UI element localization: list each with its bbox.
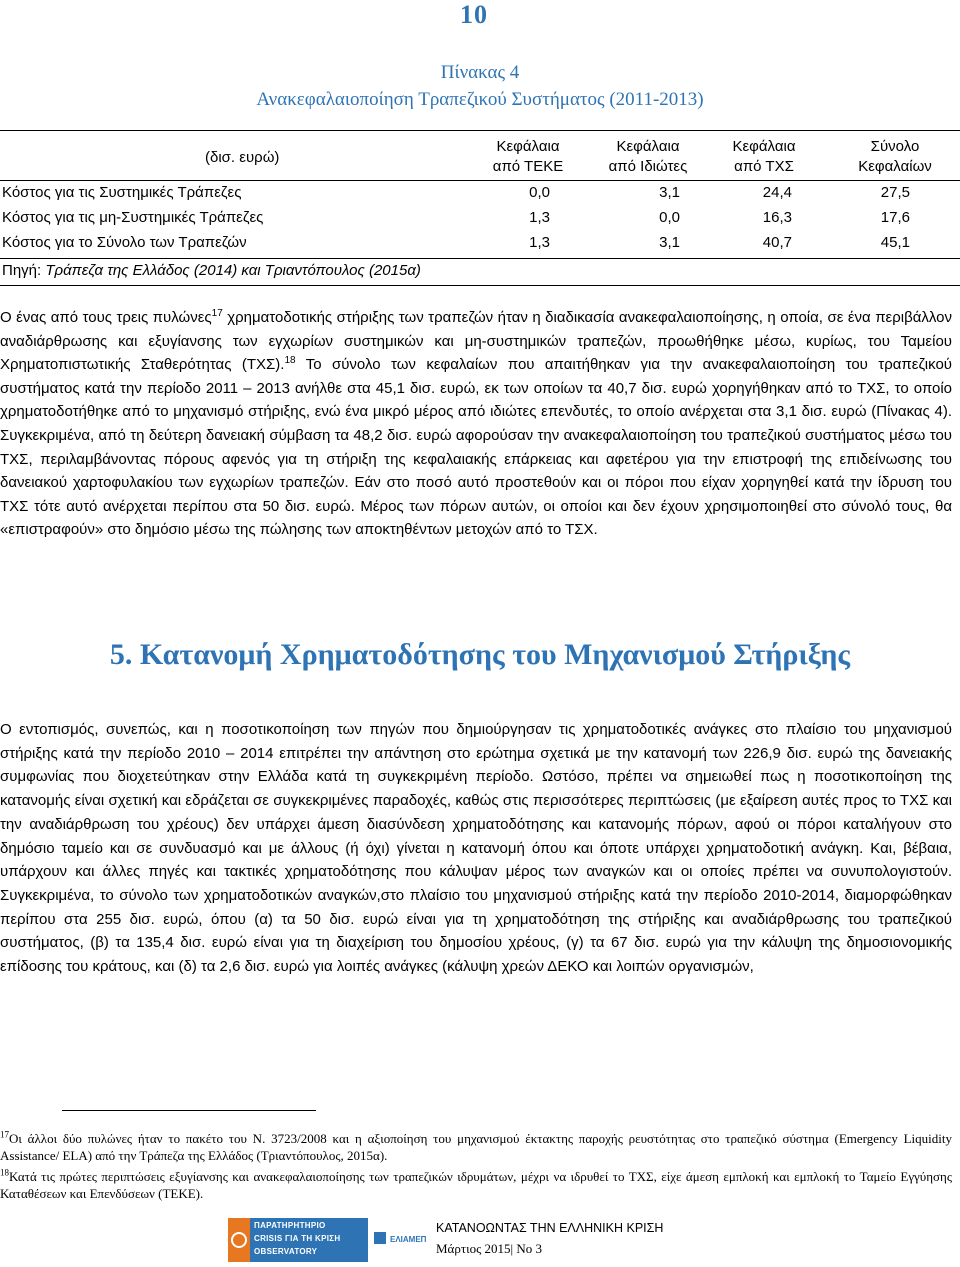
footnote-ref[interactable]: 17 [211, 308, 223, 319]
table-row-label: Κόστος για το Σύνολο των Τραπεζών [2, 234, 247, 251]
footnote-text: Οι άλλοι δύο πυλώνες ήταν το πακέτο του Ν. 3723/2008 και η αξιοποίηση του μηχανισμού έκτακτης παροχής ρευστότητας στο τραπεζικό σύστημα (Emergency Liquidity Assistance/ ELA) από την Τράπεζα της Ελλάδος (Τριαντόπουλος, 2015α). [0, 1131, 952, 1163]
partner-icon [374, 1232, 386, 1244]
page-number: 10 [460, 0, 488, 29]
column-header: Σύνολο [870, 138, 920, 155]
footnote-mark: 17 [0, 1129, 9, 1140]
table-cell: 1,3 [529, 209, 550, 226]
footnote [0, 1168, 952, 1202]
column-header: Κεφάλαια [616, 138, 680, 155]
source-text: Τράπεζα της Ελλάδος (2014) και Τριαντόπουλος (2015α) [45, 262, 421, 279]
column-header: Κεφαλαίων [858, 158, 932, 175]
table-cell: 0,0 [659, 209, 680, 226]
crisis-observatory-logo [228, 1218, 428, 1262]
table-cell: 27,5 [880, 184, 910, 201]
table-cell: 40,7 [762, 234, 792, 251]
footnote-separator [62, 1110, 316, 1111]
footnote-text: Κατά τις πρώτες περιπτώσεις εξυγίανσης και ανακεφαλαιοποίησης των τραπεζικών ιδρυμάτων, μέχρι να ιδρυθεί το ΤΧΣ, είχε άμεση εμπλοκή και εμπλοκή το Ταμείο Εγγύησης Καταθέσεων και Επενδύσεων (ΤΕΚΕ). [0, 1169, 952, 1201]
table-cell: 45,1 [880, 234, 910, 251]
table-cell: 24,4 [762, 184, 792, 201]
unit-label: (δισ. ευρώ) [205, 149, 280, 166]
column-header: από ΤΧΣ [734, 158, 794, 175]
table-source [2, 262, 421, 279]
footnote-mark: 18 [0, 1167, 9, 1178]
table-cell: 3,1 [659, 234, 680, 251]
paragraph-text: χρηματοδοτικής στήριξης των τραπεζών ήταν η διαδικασία ανακεφαλαιοποίησης, η οποία, σε ένα περιβάλλον αναδιάρθρωσης και εξυγίανσης των εγχωρίων συστημικών και μη-συστημικών τραπεζών, προωθήθηκε μέσω, κυρίως, του Ταμείου Χρηματοπιστωτικής Σταθερότητας (ΤΧΣ). [0, 309, 953, 374]
logo-line: CRISIS ΓΙΑ ΤΗ ΚΡΙΣΗ [254, 1234, 341, 1243]
footer-title: ΚΑΤΑΝΟΩΝΤΑΣ ΤΗΝ ΕΛΛΗΝΙΚΗ ΚΡΙΣΗ [436, 1221, 664, 1235]
column-header: από ΤΕΚΕ [492, 158, 564, 175]
table-cell: 16,3 [762, 209, 792, 226]
paragraph-text: Το σύνολο των κεφαλαίων που απαιτήθηκαν για την ανακεφαλαιοποίηση του τραπεζικού συστήματος κατά την περίοδο 2011 – 2013 ανήλθε στα 45,1 δισ. ευρώ, εκ των οποίων τα 40,7 δισ. ευρώ χορηγήθηκαν από το ΤΧΣ, το οποίο χρηματοδοτήθηκε από το μηχανισμό στήριξης, ενώ ένα μικρό μέρος από ιδιώτες επενδυτές, το οποίο ανέρχεται στα 3,1 δισ. ευρώ (Πίνακας 4). Συγκεκριμένα, από τη δεύτερη δανειακή σύμβαση τα 48,2 δισ. ευρώ αφορούσαν την ανακεφαλαιοποίηση του τραπεζικού συστήματος μέσω του ΤΧΣ, περιλαμβάνοντας πόρους αφενός για τη στήριξη της κεφαλαιακής επάρκειας και αφετέρου για την επιστροφή της επιδείνωσης του δανειακού χαρτοφυλακίου των εγχωρίων τραπεζών. Εάν στο ποσό αυτό προστεθούν και οι πόροι που είχαν χορηγηθεί κατά την ίδρυση του ΤΧΣ τότε αυτό ανέρχεται περίπου στα 50 δισ. ευρώ. Μέρος των πόρων αυτών, οι οποίοι και δεν έχουν χρησιμοποιηθεί στο σύνολό τους, θα «επιστραφούν» στο δημόσιο μέσω της πώλησης των αποκτηθέντων μετοχών από το ΤΣΧ. [0, 356, 952, 539]
table-body-rule [0, 258, 960, 259]
column-header: Κεφάλαια [732, 138, 796, 155]
footer-issue: Μάρτιος 2015| Νο 3 [436, 1241, 542, 1256]
table-row-label: Κόστος για τις μη-Συστημικές Τράπεζες [2, 209, 264, 226]
table-subtitle: Ανακεφαλαιοποίηση Τραπεζικού Συστήματος (2011-2013) [256, 89, 704, 110]
table-header-rule [0, 180, 960, 181]
logo-line: ΠΑΡΑΤΗΡΗΤΗΡΙΟ [254, 1221, 326, 1230]
table-title: Πίνακας 4 [440, 62, 520, 83]
body-paragraph: Ο εντοπισμός, συνεπώς, και η ποσοτικοποίηση των πηγών που δημιούργησαν τις χρηματοδοτικές ανάγκες στο πλαίσιο του μηχανισμού στήριξης κατά την περίοδο 2010 – 2014 επιτρέπει την απάντηση στο ερώτημα σχετικά με την κατανομή των 226,9 δισ. ευρώ της δανειακής συμφωνίας που διοχετεύτηκαν στην Ελλάδα κατά τη συγκεκριμένη περίοδο. Ωστόσο, πρέπει να σημειωθεί πως η ποσοτικοποίηση της κατανομής είναι σχετική και εδράζεται σε συγκεκριμένες παραδοχές, καθώς στις περισσότερες περιπτώσεις (με εξαίρεση αυτές προς το ΤΧΣ και την αναδιάρθρωση του χρέους) δεν υπάρχει άμεση διασύνδεση χρηματοδότησης και κατανομής πόρων, αφού οι πόροι καταλήγουν στο δημόσιο ταμείο και σε συνδυασμό και με άλλους (ή όχι) γίνεται η κατανομή όπου και όποτε υπάρχει χρηματοδοτική ανάγκη. Και, βέβαια, υπάρχουν και άλλες πηγές και τακτικές χρηματοδότησης που κάλυψαν μέρος των αναγκών και οι οποίες πρέπει να συνυπολογιστούν. Συγκεκριμένα, το σύνολο των χρηματοδοτικών αναγκών,στο πλαίσιο του μηχανισμού στήριξης κατά την περίοδο 2010-2014, διαμορφώθηκαν περίπου στα 255 δισ. ευρώ, όπου (α) τα 50 δισ. ευρώ είναι για τη χρηματοδότηση της στήριξης και αναδιάρθρωσης του τραπεζικού συστήματος, (β) τα 135,4 δισ. ευρώ είναι για τη διαχείριση του δημοσίου χρέους, (γ) τα 67 δισ. ευρώ για την κάλυψη της δημοσιονομικής επίδοσης του κράτους, και (δ) τα 2,6 δισ. ευρώ για λοιπές ανάγκες (κάλυψη χρεών ΔΕΚΟ και λοιπών οργανισμών, [0, 721, 952, 976]
table-cell: 3,1 [659, 184, 680, 201]
source-label: Πηγή: [2, 262, 42, 279]
partner-name: ΕΛΙΑΜΕΠ [390, 1235, 427, 1244]
footnote [0, 1130, 952, 1164]
section-heading: 5. Κατανομή Χρηματοδότησης του Μηχανισμού Στήριξης [109, 638, 851, 671]
body-paragraph [0, 306, 952, 542]
paragraph-text: Ο ένας από τους τρεις πυλώνες [0, 309, 212, 326]
table-top-rule [0, 130, 960, 131]
footnote-ref[interactable]: 18 [284, 355, 296, 367]
column-header: Κεφάλαια [496, 138, 560, 155]
table-row-label: Κόστος για τις Συστημικές Τράπεζες [2, 184, 242, 201]
recapitalization-table [0, 130, 960, 286]
column-header: από Ιδιώτες [608, 158, 688, 175]
table-cell: 1,3 [529, 234, 550, 251]
logo-line: OBSERVATORY [254, 1247, 318, 1256]
table-cell: 17,6 [880, 209, 910, 226]
table-cell: 0,0 [529, 184, 550, 201]
